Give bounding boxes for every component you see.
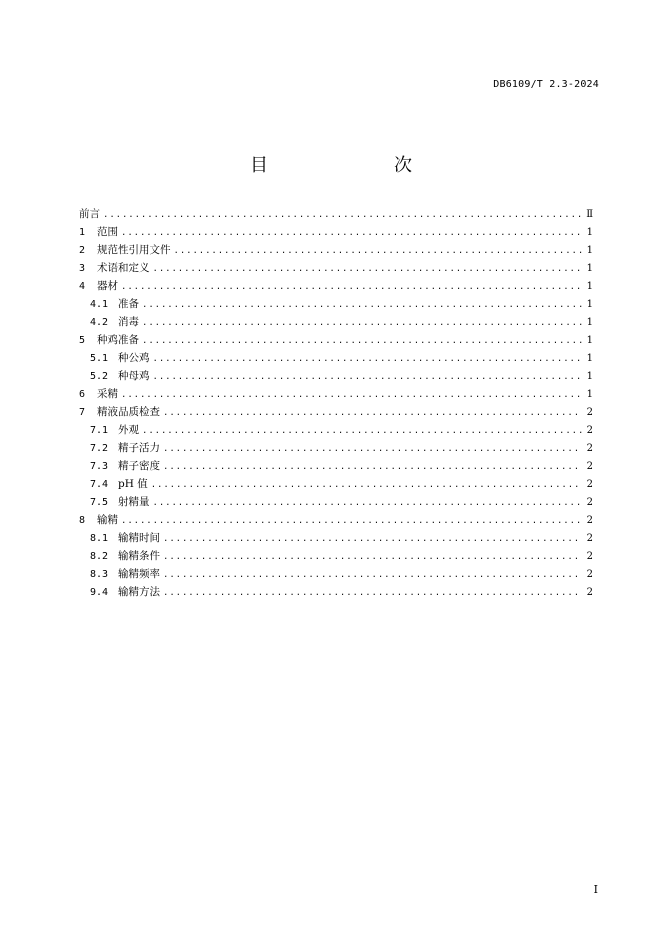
toc-entry-label: 种公鸡: [118, 352, 150, 364]
toc-entry-page: 2: [586, 443, 593, 454]
toc-entry-number: 7.3: [90, 461, 109, 472]
dot-leader: [163, 458, 582, 476]
toc-entry-page: 2: [586, 461, 593, 472]
toc-entry-page: 1: [586, 389, 593, 400]
toc-entry-number: 6: [79, 389, 86, 400]
toc-entry-label: 种母鸡: [118, 370, 150, 382]
toc-entry-page: 2: [586, 407, 593, 418]
toc-entry-number: 4: [79, 281, 86, 292]
dot-leader: [163, 566, 582, 584]
toc-entry-number: 8.2: [90, 551, 109, 562]
document-code: DB6109/T 2.3-2024: [493, 79, 599, 90]
toc-entry-number: 8.1: [90, 533, 109, 544]
toc-entry[interactable]: [79, 313, 593, 331]
dot-leader: [142, 296, 582, 314]
dot-leader: [142, 332, 582, 350]
dot-leader: [153, 260, 583, 278]
dot-leader: [163, 404, 582, 422]
toc-entry[interactable]: [79, 367, 593, 385]
dot-leader: [142, 422, 582, 440]
toc-entry-label: 射精量: [118, 496, 150, 508]
toc-entry-page: 2: [586, 533, 593, 544]
toc-entry-number: 1: [79, 227, 86, 238]
toc-entry-label: 输精: [97, 514, 118, 526]
toc-entry-label: 输精条件: [118, 550, 160, 562]
dot-leader: [121, 512, 582, 530]
toc-entry-page: 2: [586, 587, 593, 598]
toc-entry[interactable]: [79, 439, 593, 457]
toc-entry-page: 2: [586, 497, 593, 508]
dot-leader: [121, 224, 582, 242]
toc-entry-number: 4.1: [90, 299, 109, 310]
toc-entry[interactable]: [79, 349, 593, 367]
dot-leader: [163, 548, 582, 566]
toc-entry-page: 1: [586, 335, 593, 346]
toc-entry[interactable]: [79, 223, 593, 241]
toc-title: 目 次: [250, 155, 442, 176]
toc-entry-label: 范围: [97, 226, 118, 238]
toc-entry-label: 精液品质检查: [97, 406, 160, 418]
toc-entry-number: 7.1: [90, 425, 109, 436]
toc-entry[interactable]: [79, 241, 593, 259]
dot-leader: [163, 530, 582, 548]
toc-entry[interactable]: [79, 205, 593, 223]
toc-entry-label: 输精频率: [118, 568, 160, 580]
toc-entry-number: 8: [79, 515, 86, 526]
toc-entry-page: 1: [586, 299, 593, 310]
dot-leader: [142, 314, 582, 332]
toc-entry-page: 2: [586, 515, 593, 526]
toc-entry-page: Ⅱ: [586, 209, 593, 220]
toc-entry-page: 2: [586, 479, 593, 490]
toc-entry-label: 输精方法: [118, 586, 160, 598]
toc-entry[interactable]: [79, 403, 593, 421]
toc-entry-page: 2: [586, 551, 593, 562]
toc-entry-label: 准备: [118, 298, 139, 310]
toc-entry-page: 1: [586, 371, 593, 382]
dot-leader: [174, 242, 583, 260]
toc-entry-label: 消毒: [118, 316, 139, 328]
toc-entry[interactable]: [79, 529, 593, 547]
toc-entry-page: 2: [586, 425, 593, 436]
toc-entry-number: 5.1: [90, 353, 109, 364]
toc-entry[interactable]: [79, 475, 593, 493]
toc-entry-page: 2: [586, 569, 593, 580]
toc-entry[interactable]: [79, 547, 593, 565]
toc-entry-label: 规范性引用文件: [97, 244, 171, 256]
dot-leader: [163, 440, 582, 458]
toc-entry[interactable]: [79, 457, 593, 475]
dot-leader: [153, 350, 583, 368]
dot-leader: [163, 584, 582, 602]
toc-entry[interactable]: [79, 583, 593, 601]
toc-entry-page: 1: [586, 281, 593, 292]
toc-entry-number: 3: [79, 263, 86, 274]
toc-entry-page: 1: [586, 263, 593, 274]
toc-entry[interactable]: [79, 385, 593, 403]
dot-leader: [151, 476, 582, 494]
toc-entry-label: 术语和定义: [97, 262, 150, 274]
toc-entry-page: 1: [586, 245, 593, 256]
toc-entry[interactable]: [79, 277, 593, 295]
dot-leader: [153, 494, 583, 512]
dot-leader: [121, 386, 582, 404]
toc-entry[interactable]: [79, 511, 593, 529]
toc-entry-label: 外观: [118, 424, 139, 436]
toc-entry-number: 5: [79, 335, 86, 346]
toc-entry-number: 7.5: [90, 497, 109, 508]
toc-entry-label: 输精时间: [118, 532, 160, 544]
toc-entry-number: 8.3: [90, 569, 109, 580]
toc-entry-label: 前言: [79, 208, 100, 220]
toc-entry-number: 2: [79, 245, 86, 256]
toc-entry-page: 1: [586, 317, 593, 328]
toc-entry[interactable]: [79, 493, 593, 511]
table-of-contents: [79, 205, 593, 601]
toc-entry-label: 采精: [97, 388, 118, 400]
toc-entry-number: 4.2: [90, 317, 109, 328]
toc-entry[interactable]: [79, 565, 593, 583]
dot-leader: [153, 368, 583, 386]
toc-entry[interactable]: [79, 259, 593, 277]
toc-entry-number: 7.4: [90, 479, 109, 490]
toc-entry-number: 7: [79, 407, 86, 418]
dot-leader: [121, 278, 582, 296]
toc-entry-number: 9.4: [90, 587, 109, 598]
toc-entry-number: 7.2: [90, 443, 109, 454]
toc-entry-label: 精子活力: [118, 442, 160, 454]
toc-entry[interactable]: [79, 331, 593, 349]
toc-entry-label: pH 值: [118, 478, 148, 490]
toc-entry-number: 5.2: [90, 371, 109, 382]
toc-entry[interactable]: [79, 295, 593, 313]
page-number: I: [593, 883, 598, 896]
toc-entry-page: 1: [586, 227, 593, 238]
toc-entry-page: 1: [586, 353, 593, 364]
toc-entry[interactable]: [79, 421, 593, 439]
toc-entry-label: 器材: [97, 280, 118, 292]
toc-entry-label: 精子密度: [118, 460, 160, 472]
toc-entry-label: 种鸡准备: [97, 334, 139, 346]
dot-leader: [103, 206, 582, 224]
